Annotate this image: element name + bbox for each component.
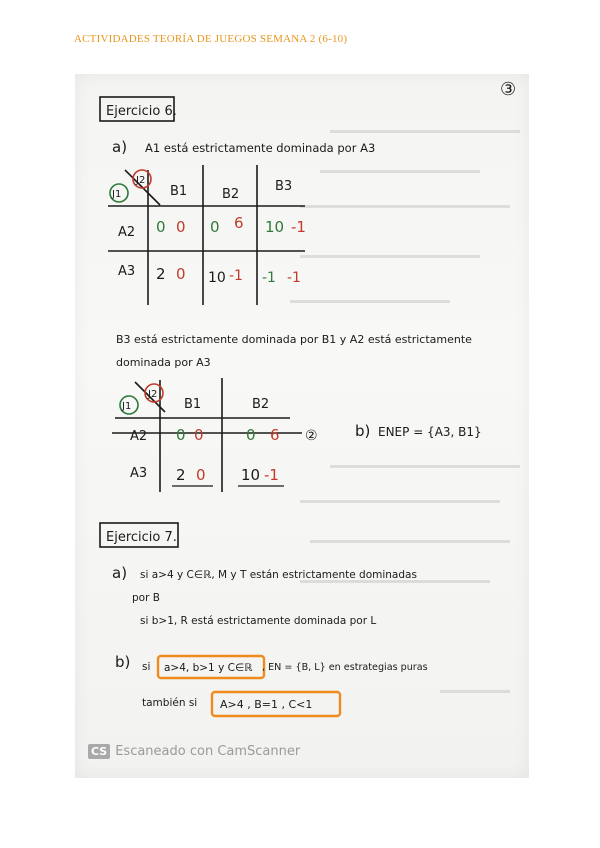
ej7-b-label: b) — [115, 653, 131, 671]
ej7-title: Ejercicio 7. — [106, 530, 177, 545]
ej6-mid-text-1: B3 está estrictamente dominada por B1 y A2 está estrictamente — [116, 333, 472, 346]
ej7-a-line3: si b>1, R está estrictamente dominada por L — [140, 615, 377, 627]
ej7-a-label: a) — [112, 564, 128, 582]
t1-r1-c1-p1: 0 — [156, 218, 166, 236]
watermark-text: Escaneado con CamScanner — [115, 744, 301, 759]
t2-r1-c1-p1: 0 — [176, 426, 186, 444]
ej6-a-text: A1 está estrictamente dominada por A3 — [145, 141, 376, 155]
ej6-b-text: ENEP = {A3, B1} — [378, 425, 482, 439]
t1-r1-c2-p1: 0 — [210, 218, 220, 236]
t2-r2-c1-p1: 2 — [176, 466, 186, 484]
t1-r2-c3-p1: -1 — [262, 270, 276, 286]
payoff-table-1 — [108, 165, 306, 305]
t1-r1-c1-p2: 0 — [176, 218, 186, 236]
t1-r2-c3-p2: -1 — [287, 270, 301, 286]
t2-j2: J2 — [148, 389, 158, 400]
ej7-b-line2-prefix: también si — [142, 697, 198, 709]
ej6-title: Ejercicio 6. — [106, 104, 177, 119]
ej6-mid-text-2: dominada por A3 — [116, 356, 211, 369]
t2-row-mark: ② — [305, 428, 318, 444]
ej7-b-box1-text: a>4, b>1 y C∈ℝ — [164, 662, 253, 674]
t2-row-a2: A2 — [130, 429, 148, 444]
camscanner-logo-icon: CS — [88, 744, 110, 759]
t1-col-b3: B3 — [275, 179, 293, 194]
t2-r2-c2-p2: -1 — [264, 466, 279, 484]
t2-r2-c2-p1: 10 — [241, 466, 261, 484]
page-number: ③ — [500, 79, 517, 100]
t2-j1: J1 — [122, 401, 132, 412]
ej7-a-line2: por B — [132, 592, 160, 604]
t1-r2-c2-p1: 10 — [208, 270, 226, 286]
t2-r1-c2-p2: 6 — [270, 426, 280, 444]
ej7-a-line1: si a>4 y C∈ℝ, M y T están estrictamente dominadas — [140, 569, 417, 581]
t1-r1-c2-p2: 6 — [234, 214, 244, 232]
t1-col-b2: B2 — [222, 187, 240, 202]
t2-r2-c1-p2: 0 — [196, 466, 206, 484]
t1-j2: J2 — [136, 175, 146, 186]
t1-col-b1: B1 — [170, 184, 188, 199]
t1-row-a3: A3 — [118, 264, 136, 279]
t1-row-a2: A2 — [118, 225, 136, 240]
t1-r1-c3-p1: 10 — [265, 218, 285, 236]
bleed-through — [290, 130, 520, 693]
ej7-b-box2-text: A>4 , B=1 , C<1 — [220, 698, 313, 711]
ej6-a-label: a) — [112, 138, 128, 156]
ej7-b-prefix: si — [142, 661, 151, 673]
t2-col-b1: B1 — [184, 397, 202, 412]
t2-r1-c1-p2: 0 — [194, 426, 204, 444]
t1-j1: J1 — [112, 189, 122, 200]
t1-r2-c1-p2: 0 — [176, 265, 186, 283]
t1-r2-c1-p1: 2 — [156, 265, 166, 283]
ej7-b-mid: , EN = {B, L} en estrategias puras — [262, 662, 428, 673]
t1-r2-c2-p2: -1 — [229, 268, 243, 284]
t2-row-a3: A3 — [130, 466, 148, 481]
camscanner-watermark — [88, 744, 300, 759]
t2-r1-c2-p1: 0 — [246, 426, 256, 444]
payoff-table-2 — [112, 378, 318, 492]
ej6-b-label: b) — [355, 422, 371, 440]
t2-col-b2: B2 — [252, 397, 270, 412]
page-header: ACTIVIDADES TEORÍA DE JUEGOS SEMANA 2 (6-10) — [74, 33, 348, 45]
t1-r1-c3-p2: -1 — [291, 218, 306, 236]
